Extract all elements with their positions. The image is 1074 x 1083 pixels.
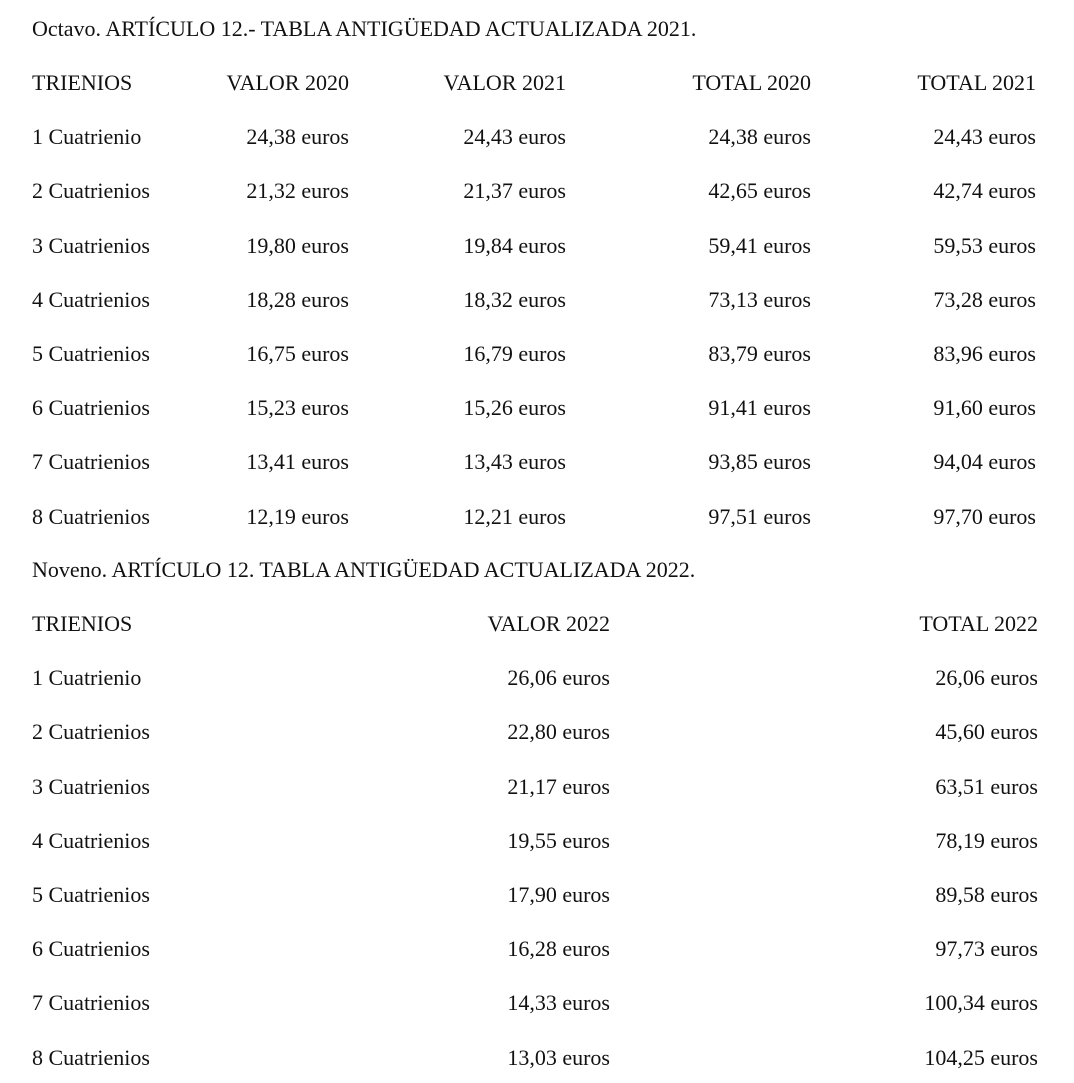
cell-total-2022: 89,58 euros bbox=[935, 882, 1038, 907]
table-row bbox=[0, 717, 1074, 757]
cell-valor-2021: 21,37 euros bbox=[463, 178, 566, 204]
cell-trienios: 7 Cuatrienios bbox=[32, 990, 150, 1016]
cell-total-2021: 24,43 euros bbox=[933, 124, 1036, 150]
cell-total-2020: 93,85 euros bbox=[708, 449, 811, 475]
table-row bbox=[0, 1043, 1074, 1083]
cell-valor-2020: 18,28 euros bbox=[246, 286, 349, 312]
cell-valor-2020: 12,19 euros bbox=[246, 503, 349, 529]
cell-trienios: 8 Cuatrienios bbox=[32, 1044, 150, 1070]
cell-valor-2020: 15,23 euros bbox=[246, 395, 349, 421]
header-total-2020: TOTAL 2020 bbox=[692, 70, 811, 95]
cell-total-2021: 91,60 euros bbox=[933, 395, 1036, 421]
table-row bbox=[0, 988, 1074, 1028]
cell-total-2022: 26,06 euros bbox=[935, 665, 1038, 691]
cell-total-2020: 83,79 euros bbox=[708, 341, 811, 366]
cell-total-2022: 78,19 euros bbox=[935, 827, 1038, 853]
cell-total-2022: 104,25 euros bbox=[924, 1044, 1038, 1070]
cell-valor-2022: 26,06 euros bbox=[507, 665, 610, 691]
cell-trienios: 2 Cuatrienios bbox=[32, 178, 150, 204]
section2-heading: Noveno. ARTÍCULO 12. TABLA ANTIGÜEDAD ACTUALIZADA 2022. bbox=[32, 557, 696, 582]
header-total-2022: TOTAL 2022 bbox=[919, 611, 1038, 636]
cell-trienios: 6 Cuatrienios bbox=[32, 395, 150, 421]
table-row bbox=[0, 231, 1074, 271]
cell-trienios: 5 Cuatrienios bbox=[32, 882, 150, 907]
cell-valor-2020: 19,80 euros bbox=[246, 232, 349, 258]
table-row bbox=[0, 176, 1074, 216]
cell-valor-2022: 13,03 euros bbox=[507, 1044, 610, 1070]
cell-trienios: 2 Cuatrienios bbox=[32, 719, 150, 745]
cell-valor-2020: 21,32 euros bbox=[246, 178, 349, 204]
cell-valor-2021: 15,26 euros bbox=[463, 395, 566, 421]
table-row bbox=[0, 826, 1074, 866]
header-trienios: TRIENIOS bbox=[32, 611, 133, 636]
cell-valor-2020: 13,41 euros bbox=[246, 449, 349, 475]
cell-valor-2021: 13,43 euros bbox=[463, 449, 566, 475]
cell-valor-2022: 22,80 euros bbox=[507, 719, 610, 745]
cell-total-2020: 59,41 euros bbox=[708, 232, 811, 258]
cell-total-2020: 97,51 euros bbox=[708, 503, 811, 529]
cell-total-2020: 24,38 euros bbox=[708, 124, 811, 150]
cell-trienios: 5 Cuatrienios bbox=[32, 341, 150, 366]
table-row bbox=[0, 934, 1074, 974]
header-valor-2021: VALOR 2021 bbox=[443, 70, 566, 95]
header-trienios: TRIENIOS bbox=[32, 70, 133, 95]
cell-total-2022: 45,60 euros bbox=[935, 719, 1038, 745]
cell-trienios: 7 Cuatrienios bbox=[32, 449, 150, 475]
cell-valor-2021: 12,21 euros bbox=[463, 503, 566, 529]
table-row bbox=[0, 339, 1074, 379]
header-valor-2022: VALOR 2022 bbox=[487, 611, 610, 636]
table-header-row bbox=[0, 609, 1074, 649]
cell-trienios: 4 Cuatrienios bbox=[32, 286, 150, 312]
table-row bbox=[0, 880, 1074, 920]
cell-total-2022: 100,34 euros bbox=[924, 990, 1038, 1016]
cell-total-2021: 73,28 euros bbox=[933, 286, 1036, 312]
cell-valor-2020: 24,38 euros bbox=[246, 124, 349, 150]
table-row bbox=[0, 285, 1074, 325]
header-valor-2020: VALOR 2020 bbox=[226, 70, 349, 95]
cell-valor-2022: 17,90 euros bbox=[507, 882, 610, 907]
cell-total-2021: 83,96 euros bbox=[933, 341, 1036, 366]
cell-valor-2020: 16,75 euros bbox=[246, 341, 349, 366]
table-row bbox=[0, 447, 1074, 487]
cell-trienios: 8 Cuatrienios bbox=[32, 503, 150, 529]
cell-trienios: 3 Cuatrienios bbox=[32, 773, 150, 799]
cell-trienios: 6 Cuatrienios bbox=[32, 936, 150, 962]
cell-total-2020: 73,13 euros bbox=[708, 286, 811, 312]
cell-valor-2021: 18,32 euros bbox=[463, 286, 566, 312]
cell-trienios: 3 Cuatrienios bbox=[32, 232, 150, 258]
cell-valor-2022: 14,33 euros bbox=[507, 990, 610, 1016]
cell-total-2021: 59,53 euros bbox=[933, 232, 1036, 258]
cell-valor-2022: 16,28 euros bbox=[507, 936, 610, 962]
cell-valor-2021: 24,43 euros bbox=[463, 124, 566, 150]
table-header-row bbox=[0, 68, 1074, 108]
table-row bbox=[0, 502, 1074, 542]
cell-total-2020: 42,65 euros bbox=[708, 178, 811, 204]
cell-valor-2022: 19,55 euros bbox=[507, 827, 610, 853]
cell-total-2021: 97,70 euros bbox=[933, 503, 1036, 529]
cell-valor-2022: 21,17 euros bbox=[507, 773, 610, 799]
table-row bbox=[0, 122, 1074, 162]
cell-total-2022: 63,51 euros bbox=[935, 773, 1038, 799]
cell-valor-2021: 19,84 euros bbox=[463, 232, 566, 258]
cell-trienios: 1 Cuatrienio bbox=[32, 124, 142, 150]
header-total-2021: TOTAL 2021 bbox=[917, 70, 1036, 95]
cell-total-2020: 91,41 euros bbox=[708, 395, 811, 421]
table-row bbox=[0, 663, 1074, 703]
cell-trienios: 1 Cuatrienio bbox=[32, 665, 142, 691]
cell-total-2021: 42,74 euros bbox=[933, 178, 1036, 204]
table-row bbox=[0, 393, 1074, 433]
section1-heading: Octavo. ARTÍCULO 12.- TABLA ANTIGÜEDAD ACTUALIZADA 2021. bbox=[32, 16, 697, 41]
cell-total-2022: 97,73 euros bbox=[935, 936, 1038, 962]
cell-trienios: 4 Cuatrienios bbox=[32, 827, 150, 853]
table-row bbox=[0, 772, 1074, 812]
cell-total-2021: 94,04 euros bbox=[933, 449, 1036, 475]
cell-valor-2021: 16,79 euros bbox=[463, 341, 566, 366]
